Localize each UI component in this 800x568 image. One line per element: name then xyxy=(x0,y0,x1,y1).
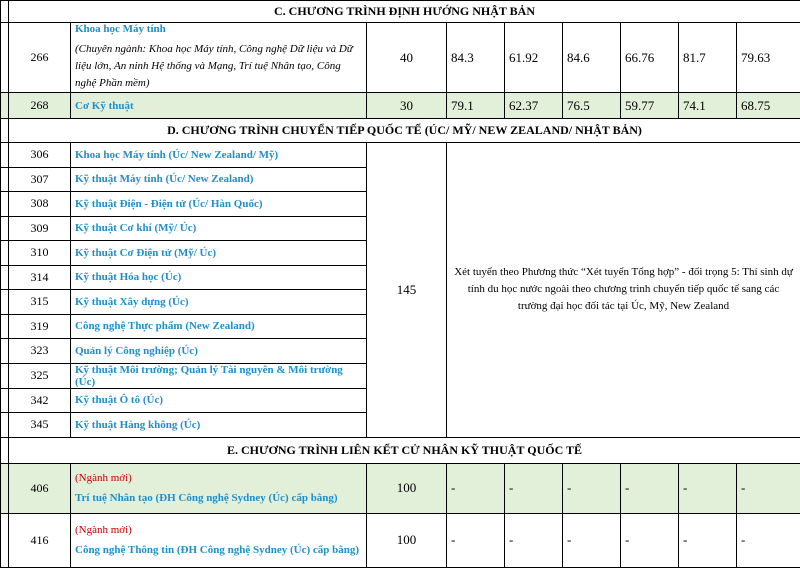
program-name: Trí tuệ Nhân tạo (ĐH Công nghệ Sydney (Úc) cấp bằng) xyxy=(75,492,362,504)
section-d-quota: 145 xyxy=(367,143,447,438)
program-name: Khoa học Máy tính (Úc/ New Zealand/ Mỹ) xyxy=(71,143,367,168)
score-cell: - xyxy=(447,513,505,567)
program-code: 310 xyxy=(9,241,71,266)
quota: 100 xyxy=(367,513,447,567)
table-row xyxy=(1,513,800,567)
program-code: 314 xyxy=(9,265,71,290)
score-cell: 59.77 xyxy=(621,93,679,119)
program-cell xyxy=(71,513,367,567)
score-cell: - xyxy=(563,513,621,567)
score-cell: 84.6 xyxy=(563,23,621,93)
table-row xyxy=(1,23,800,93)
section-c-title: C. CHƯƠNG TRÌNH ĐỊNH HƯỚNG NHẬT BẢN xyxy=(9,1,800,23)
score-cell: - xyxy=(737,513,800,567)
program-name: Kỹ thuật Cơ Điện tử (Mỹ/ Úc) xyxy=(71,241,367,266)
program-note: (Chuyên ngành: Khoa học Máy tính, Công nghệ Dữ liệu và Dữ liệu lớn, An ninh Hệ thống và Mạng, Trí tuệ Nhân tạo, Công nghệ Phần mềm) xyxy=(75,41,362,92)
score-cell: 81.7 xyxy=(679,23,737,93)
program-name: Kỹ thuật Xây dựng (Úc) xyxy=(71,290,367,315)
score-cell: - xyxy=(447,463,505,513)
section-e-title: E. CHƯƠNG TRÌNH LIÊN KẾT CỬ NHÂN KỸ THUẬT QUỐC TẾ xyxy=(9,437,800,463)
score-cell: - xyxy=(679,463,737,513)
program-code: 345 xyxy=(9,413,71,438)
score-cell: - xyxy=(621,463,679,513)
table-row xyxy=(1,93,800,119)
program-name: Kỹ thuật Cơ khí (Mỹ/ Úc) xyxy=(71,216,367,241)
program-code: 315 xyxy=(9,290,71,315)
score-cell: 79.63 xyxy=(737,23,800,93)
program-code: 342 xyxy=(9,388,71,413)
new-program-tag: (Ngành mới) xyxy=(75,472,362,484)
program-cell xyxy=(71,463,367,513)
program-cell xyxy=(71,23,367,93)
score-cell: - xyxy=(737,463,800,513)
score-cell: - xyxy=(563,463,621,513)
program-code: 307 xyxy=(9,167,71,192)
program-name: Kỹ thuật Máy tính (Úc/ New Zealand) xyxy=(71,167,367,192)
score-cell: 74.1 xyxy=(679,93,737,119)
program-code: 266 xyxy=(9,23,71,93)
score-cell: - xyxy=(505,513,563,567)
table-row xyxy=(1,463,800,513)
section-d-header xyxy=(1,119,800,143)
score-cell: - xyxy=(621,513,679,567)
program-name: Công nghệ Thông tin (ĐH Công nghệ Sydney (Úc) cấp bằng) xyxy=(75,544,362,556)
program-code: 323 xyxy=(9,339,71,364)
score-cell: 62.37 xyxy=(505,93,563,119)
score-cell: 68.75 xyxy=(737,93,800,119)
score-cell: 66.76 xyxy=(621,23,679,93)
program-name: Công nghệ Thực phẩm (New Zealand) xyxy=(71,314,367,339)
program-name: Quản lý Công nghiệp (Úc) xyxy=(71,339,367,364)
table-row xyxy=(1,143,800,168)
quota: 100 xyxy=(367,463,447,513)
score-cell: 61.92 xyxy=(505,23,563,93)
section-e-header xyxy=(1,437,800,463)
program-code: 319 xyxy=(9,314,71,339)
section-d-title: D. CHƯƠNG TRÌNH CHUYỂN TIẾP QUỐC TẾ (ÚC/ MỸ/ NEW ZEALAND/ NHẬT BẢN) xyxy=(9,119,800,143)
program-code: 416 xyxy=(9,513,71,567)
program-name: Kỹ thuật Ô tô (Úc) xyxy=(71,388,367,413)
quota: 40 xyxy=(367,23,447,93)
section-c-header xyxy=(1,1,800,23)
section-d-admission-note: Xét tuyển theo Phương thức “Xét tuyển Tổng hợp” - đối trọng 5: Thí sinh dự tính du học nước ngoài theo chương trình chuyển tiếp quốc tế sang các trường đại học đối tác tại Úc, Mỹ, New Zealand xyxy=(447,143,800,438)
new-program-tag: (Ngành mới) xyxy=(75,524,362,536)
program-name: Kỹ thuật Điện - Điện tử (Úc/ Hàn Quốc) xyxy=(71,192,367,217)
program-code: 406 xyxy=(9,463,71,513)
program-code: 325 xyxy=(9,363,71,388)
program-code: 308 xyxy=(9,192,71,217)
score-cell: - xyxy=(505,463,563,513)
program-name: Khoa học Máy tính xyxy=(75,23,362,35)
program-name: Kỹ thuật Hàng không (Úc) xyxy=(71,413,367,438)
score-cell: 79.1 xyxy=(447,93,505,119)
score-cell: 76.5 xyxy=(563,93,621,119)
quota: 30 xyxy=(367,93,447,119)
program-code: 309 xyxy=(9,216,71,241)
score-cell: - xyxy=(679,513,737,567)
program-code: 268 xyxy=(9,93,71,119)
program-code: 306 xyxy=(9,143,71,168)
score-cell: 84.3 xyxy=(447,23,505,93)
program-name: Cơ Kỹ thuật xyxy=(71,93,367,119)
program-name: Kỹ thuật Môi trường; Quản lý Tài nguyên & Môi trường (Úc) xyxy=(71,363,367,388)
program-name: Kỹ thuật Hóa học (Úc) xyxy=(71,265,367,290)
